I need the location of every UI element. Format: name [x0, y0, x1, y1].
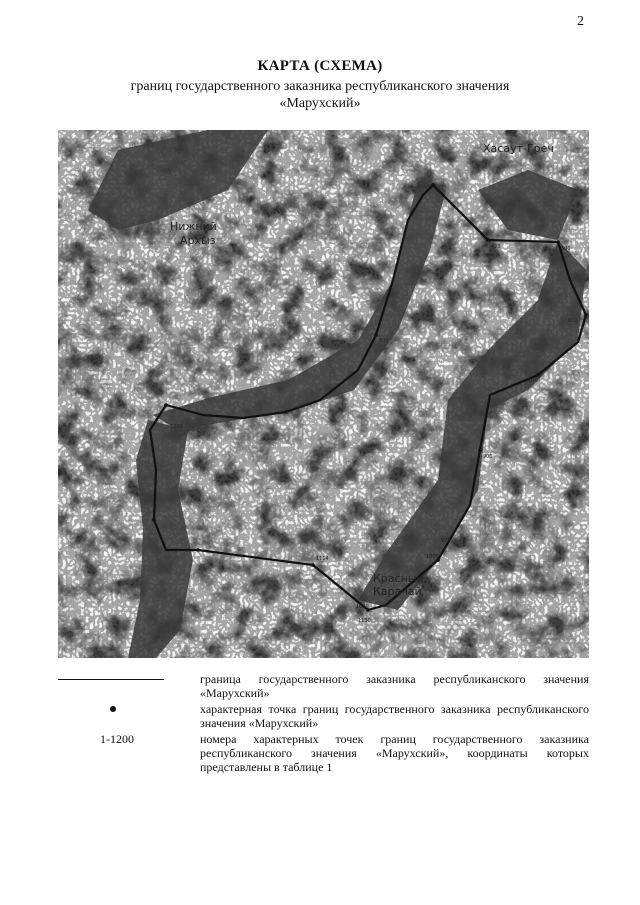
boundary-point — [486, 238, 490, 242]
place-label-krasny: Красный — [373, 572, 424, 585]
boundary-point — [152, 518, 156, 522]
relief-map-canvas — [58, 130, 589, 658]
point-label: 1080 — [356, 604, 369, 610]
boundary-point — [164, 403, 168, 407]
map-subtitle-line2: «Марухский» — [279, 96, 361, 111]
legend-text: характерная точка границ государственного заказника республиканского значения «Марухский» — [200, 702, 589, 730]
point-label: 1000 — [426, 554, 439, 560]
place-label-hasaut-grech: Хасаут-Греч — [483, 142, 554, 155]
point-label: 800 — [379, 338, 389, 344]
point-label: 700 — [528, 378, 538, 384]
legend-item-boundary — [58, 672, 589, 700]
relief-map — [58, 130, 589, 658]
boundary-point — [284, 410, 288, 414]
dot-icon — [110, 706, 116, 712]
point-label: 975 — [441, 538, 451, 544]
place-label-karachay: Карачай — [373, 585, 422, 598]
legend-item-point — [58, 702, 589, 730]
boundary-point — [374, 333, 378, 337]
point-label: 1130 — [358, 618, 371, 624]
boundary-point — [196, 548, 200, 552]
map-subtitle-line1: границ государственного заказника республиканского значения — [130, 79, 510, 94]
map-legend — [58, 672, 589, 776]
boundary-point — [556, 240, 560, 244]
boundary-point — [536, 373, 540, 377]
legend-item-numbers — [58, 732, 589, 774]
legend-range-sample: 1-1200 — [100, 732, 134, 746]
point-label: 600 — [568, 318, 578, 324]
boundary-point — [478, 448, 482, 452]
line-icon — [58, 679, 164, 680]
point-label: 423 — [491, 244, 501, 250]
place-label-arkhyz: Архыз — [180, 234, 216, 247]
place-label-nizhniy: Нижний — [170, 220, 217, 233]
point-label: 500 — [561, 246, 571, 252]
page-number: 2 — [577, 14, 584, 29]
point-label: 1114 — [316, 556, 329, 562]
legend-text: номера характерных точек границ государственного заказника республиканского значения «Марухский», координаты которых представлены в таблице 1 — [200, 732, 589, 774]
boundary-point — [584, 313, 588, 317]
point-label: 1200 — [170, 424, 183, 430]
map-title: КАРТА (СХЕМА) — [257, 58, 383, 74]
boundary-point — [431, 183, 435, 187]
point-label: 900 — [483, 454, 493, 460]
point-label: 1 — [436, 188, 440, 194]
boundary-point — [311, 563, 315, 567]
legend-text: граница государственного заказника республиканского значения «Марухский» — [200, 672, 589, 700]
